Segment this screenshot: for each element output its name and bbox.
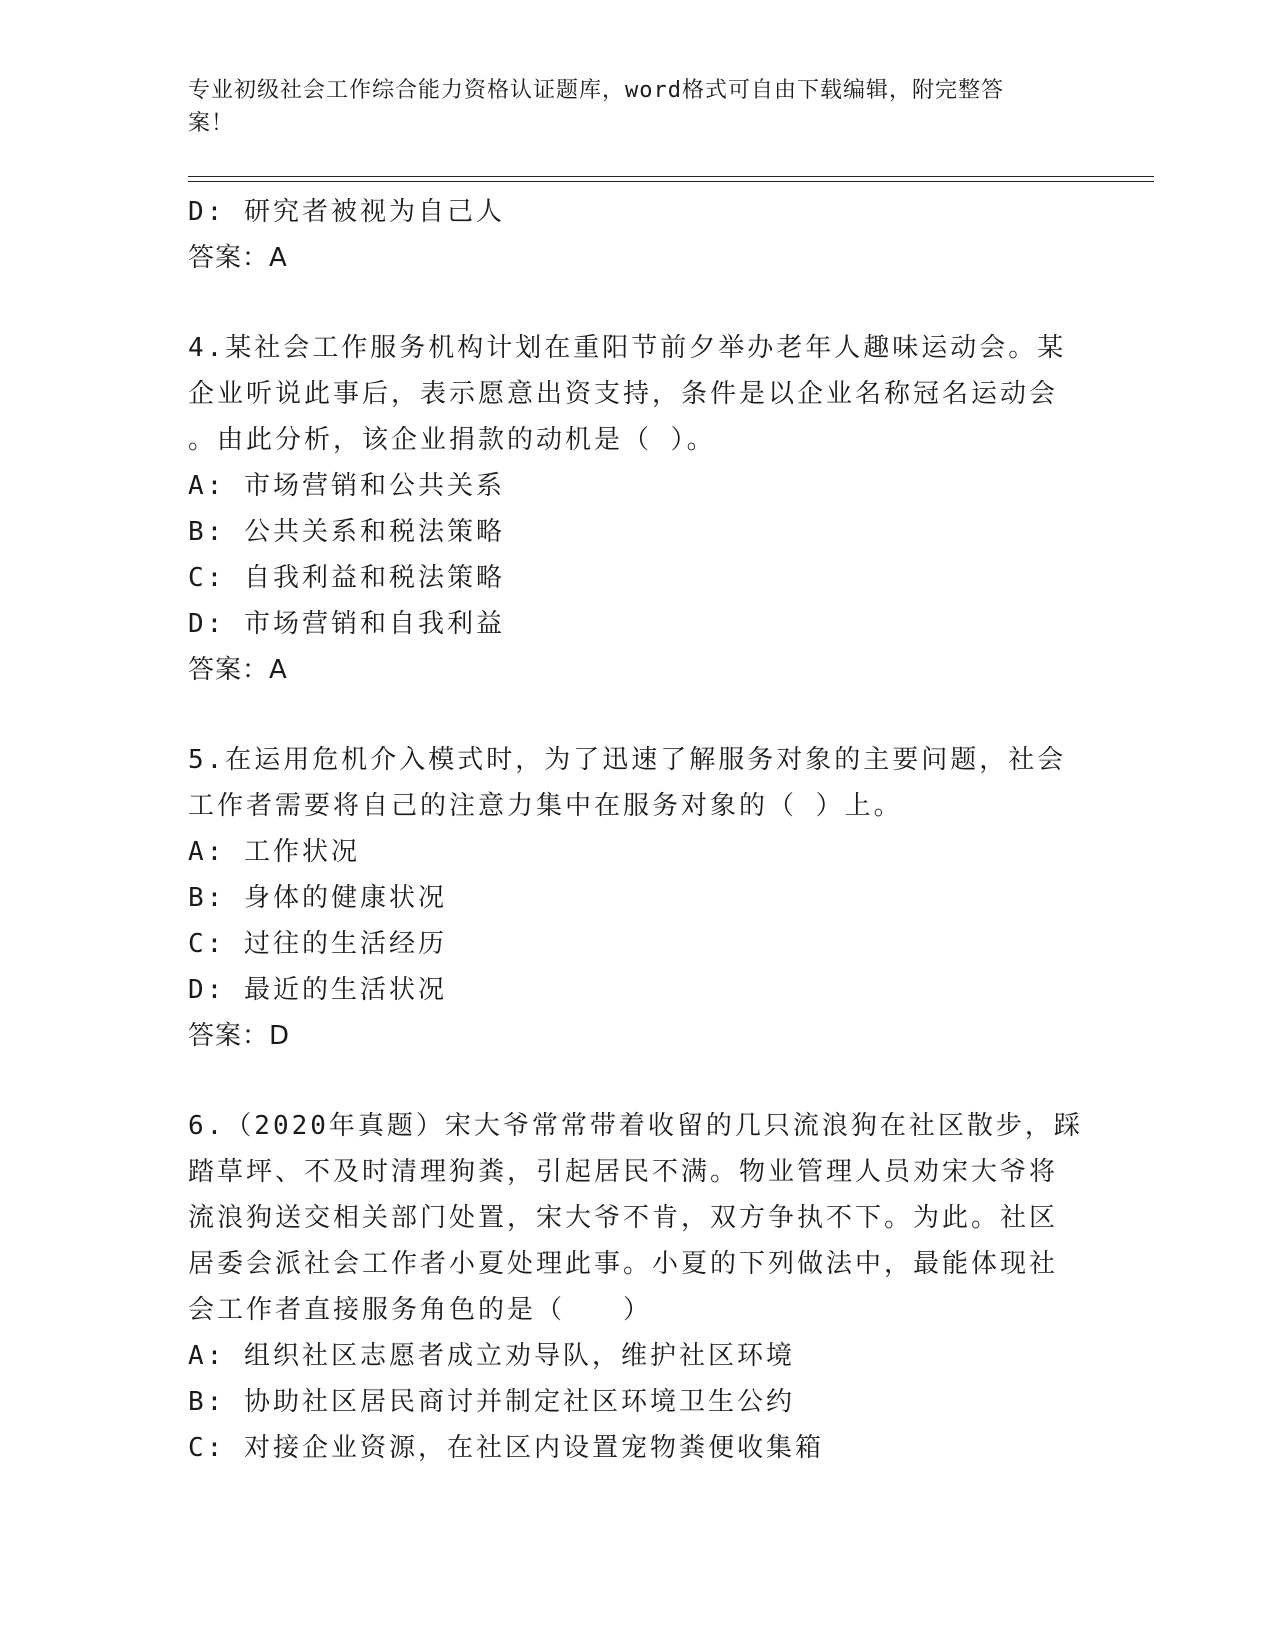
document-header [188,74,1068,140]
answer: 答案：D [188,1021,291,1051]
stem-line: 踏草坪、不及时清理狗粪，引起居民不满。物业管理人员劝宋大爷将 [188,1157,1059,1187]
stem-line: 企业听说此事后，表示愿意出资支持，条件是以企业名称冠名运动会 [188,379,1059,409]
option-b: B: 身体的健康状况 [188,883,447,913]
stem-line: 工作者需要将自己的注意力集中在服务对象的（ ）上。 [188,791,903,821]
question-content [188,189,1088,1471]
question-6-stem [188,1103,1088,1333]
answer: 答案：A [188,655,288,685]
header-line-1: 专业初级社会工作综合能力资格认证题库，word格式可自由下载编辑，附完整答 [188,78,1004,103]
header-line-2: 案！ [188,111,235,136]
option-a: A: 工作状况 [188,837,360,867]
stem-line: 会工作者直接服务角色的是（ ） [188,1295,653,1325]
question-4-stem [188,325,1088,463]
option-d: D: 市场营销和自我利益 [188,609,505,639]
stem-line: 。由此分析，该企业捐款的动机是（ ）。 [188,425,716,455]
option-a: A: 组织社区志愿者成立劝导队，维护社区环境 [188,1341,795,1371]
option-d: D: 最近的生活状况 [188,975,447,1005]
option-b: B: 协助社区居民商讨并制定社区环境卫生公约 [188,1387,795,1417]
stem-line: 流浪狗送交相关部门处置，宋大爷不肯，双方争执不下。为此。社区 [188,1203,1059,1233]
answer: 答案：A [188,243,288,273]
option-c: C: 对接企业资源，在社区内设置宠物粪便收集箱 [188,1433,824,1463]
header-divider-top [188,176,1154,177]
stem-line: 4.某社会工作服务机构计划在重阳节前夕举办老年人趣味运动会。某 [188,333,1067,363]
option-b: B: 公共关系和税法策略 [188,517,505,547]
option-d: D: 研究者被视为自己人 [188,197,505,227]
option-c: C: 自我利益和税法策略 [188,563,505,593]
stem-line: 6.（2020年真题）宋大爷常常带着收留的几只流浪狗在社区散步，踩 [188,1111,1083,1141]
stem-line: 5.在运用危机介入模式时，为了迅速了解服务对象的主要问题，社会 [188,745,1067,775]
option-a: A: 市场营销和公共关系 [188,471,505,501]
stem-line: 居委会派社会工作者小夏处理此事。小夏的下列做法中，最能体现社 [188,1249,1059,1279]
option-c: C: 过往的生活经历 [188,929,447,959]
header-divider-bottom [188,181,1154,182]
question-5-stem [188,737,1088,829]
